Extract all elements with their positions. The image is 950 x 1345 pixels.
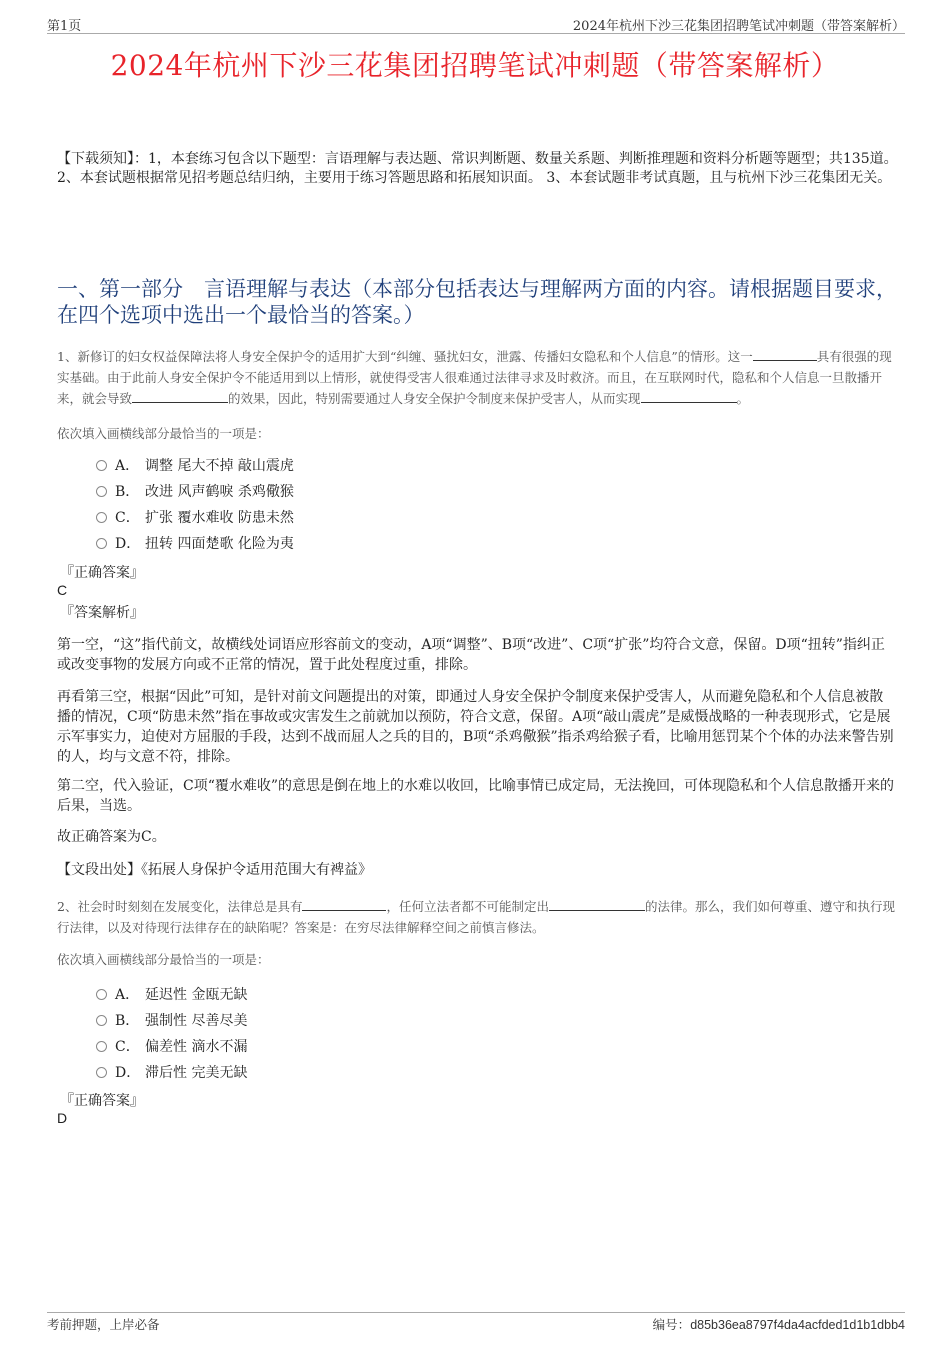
footer-slogan: 考前押题，上岸必备: [47, 1317, 160, 1332]
q1-option-c[interactable]: C． 扩张 覆水难收 防患未然: [96, 508, 294, 528]
q2-answer-label: 『正确答案』: [60, 1093, 144, 1109]
q1-option-d[interactable]: D． 扭转 四面楚歌 化险为夷: [96, 534, 294, 554]
q1-source: 【文段出处】《拓展人身保护令适用范围大有裨益》: [57, 862, 372, 878]
blank-3: [641, 390, 737, 403]
blank-2: [132, 390, 228, 403]
section-heading: 一、第一部分 言语理解与表达（本部分包括表达与理解两方面的内容。请根据题目要求，在四个选项中选出一个最恰当的答案。）: [57, 277, 897, 327]
download-notice: 【下载须知】：1，本套练习包含以下题型：言语理解与表达题、常识判断题、数量关系题、判断推理题和资料分析题等题型；共135道。 2、本套试题根据常见招考题总结归纳，主要用于练习答题思路和拓展知识面。 3、本套试题非考试真题，且与杭州下沙三花集团无关。: [57, 151, 898, 186]
radio-icon[interactable]: [96, 538, 107, 549]
radio-icon[interactable]: [96, 1041, 107, 1052]
page-header: [47, 15, 905, 34]
q2-option-b[interactable]: B． 强制性 尽善尽美: [96, 1011, 247, 1031]
radio-icon[interactable]: [96, 486, 107, 497]
q1-analysis-para-3: 第二空，代入验证，C项“覆水难收”的意思是倒在地上的水难以收回，比喻事情已成定局，无法挽回，可体现隐私和个人信息散播开来的后果，当选。: [57, 778, 895, 814]
radio-icon[interactable]: [96, 989, 107, 1000]
q1-analysis-label: 『答案解析』: [60, 605, 144, 621]
blank-2: [549, 898, 645, 911]
question-2-prompt: 依次填入画横线部分最恰当的一项是：: [57, 952, 270, 967]
q1-option-b[interactable]: B． 改进 风声鹤唳 杀鸡儆猴: [96, 482, 294, 502]
q2-answer: D: [57, 1110, 68, 1126]
question-1-prompt: 依次填入画横线部分最恰当的一项是：: [57, 426, 270, 441]
radio-icon[interactable]: [96, 1067, 107, 1078]
question-2-text: 2、社会时时刻刻在发展变化，法律总是具有 ，任何立法者都不可能制定出 的法律。那么，我们如何尊重、遵守和执行现行法律，以及对待现行法律存在的缺陷呢？答案是：在穷尽法律解释空间之前慎言修法。: [57, 899, 895, 935]
question-1-text: 1、新修订的妇女权益保障法将人身安全保护令的适用扩大到“纠缠、骚扰妇女，泄露、传播妇女隐私和个人信息”的情形。这一 具有很强的现实基础。由于此前人身安全保护令不能适用到以上情形，就使得受害人很难通过法律寻求及时救济。而且，在互联网时代，隐私和个人信息一旦散播开来，就会导致 的效果，因此，特别需要通过人身安全保护令制度来保护受害人，从而实现 。: [57, 349, 892, 406]
q1-analysis-para-4: 故正确答案为C。: [57, 829, 166, 845]
q1-analysis-para-1: 第一空，“这”指代前文，故横线处词语应形容前文的变动，A项“调整”、B项“改进”、C项“扩张”均符合文意，保留。D项“扭转”指纠正或改变事物的发展方向或不正常的情况，置于此处程度过重，排除。: [57, 637, 885, 673]
footer-code: 编号：d85b36ea8797f4da4acfded1d1b1dbb4: [652, 1317, 905, 1332]
q1-option-a[interactable]: A． 调整 尾大不掉 敲山震虎: [96, 456, 294, 476]
q1-answer-label: 『正确答案』: [60, 565, 144, 581]
radio-icon[interactable]: [96, 1015, 107, 1026]
document-title: 2024年杭州下沙三花集团招聘笔试冲刺题（带答案解析）: [110, 49, 840, 82]
blank-1: [753, 348, 817, 361]
q1-analysis-para-2: 再看第三空，根据“因此”可知，是针对前文问题提出的对策，即通过人身安全保护令制度来保护受害人，从而避免隐私和个人信息被散播的情况，C项“防患未然”指在事故或灾害发生之前就加以预防，符合文意，保留。A项“敲山震虎”是威慑战略的一种表现形式，它是展示军事实力，迫使对方屈服的手段，达到不战而屈人之兵的目的，B项“杀鸡儆猴”指杀鸡给猴子看，比喻用惩罚某个个体的办法来警告别的人，均与文意不符，排除。: [57, 689, 894, 765]
q2-option-c[interactable]: C． 偏差性 滴水不漏: [96, 1037, 247, 1057]
page-number: 第1页: [47, 19, 82, 34]
q2-option-d[interactable]: D． 滞后性 完美无缺: [96, 1063, 247, 1083]
q2-option-a[interactable]: A． 延迟性 金瓯无缺: [96, 985, 247, 1005]
page-footer: [47, 1312, 905, 1333]
q1-answer: C: [57, 582, 68, 598]
header-doc-title: 2024年杭州下沙三花集团招聘笔试冲刺题（带答案解析）: [572, 19, 905, 34]
radio-icon[interactable]: [96, 512, 107, 523]
blank-1: [302, 898, 386, 911]
radio-icon[interactable]: [96, 460, 107, 471]
